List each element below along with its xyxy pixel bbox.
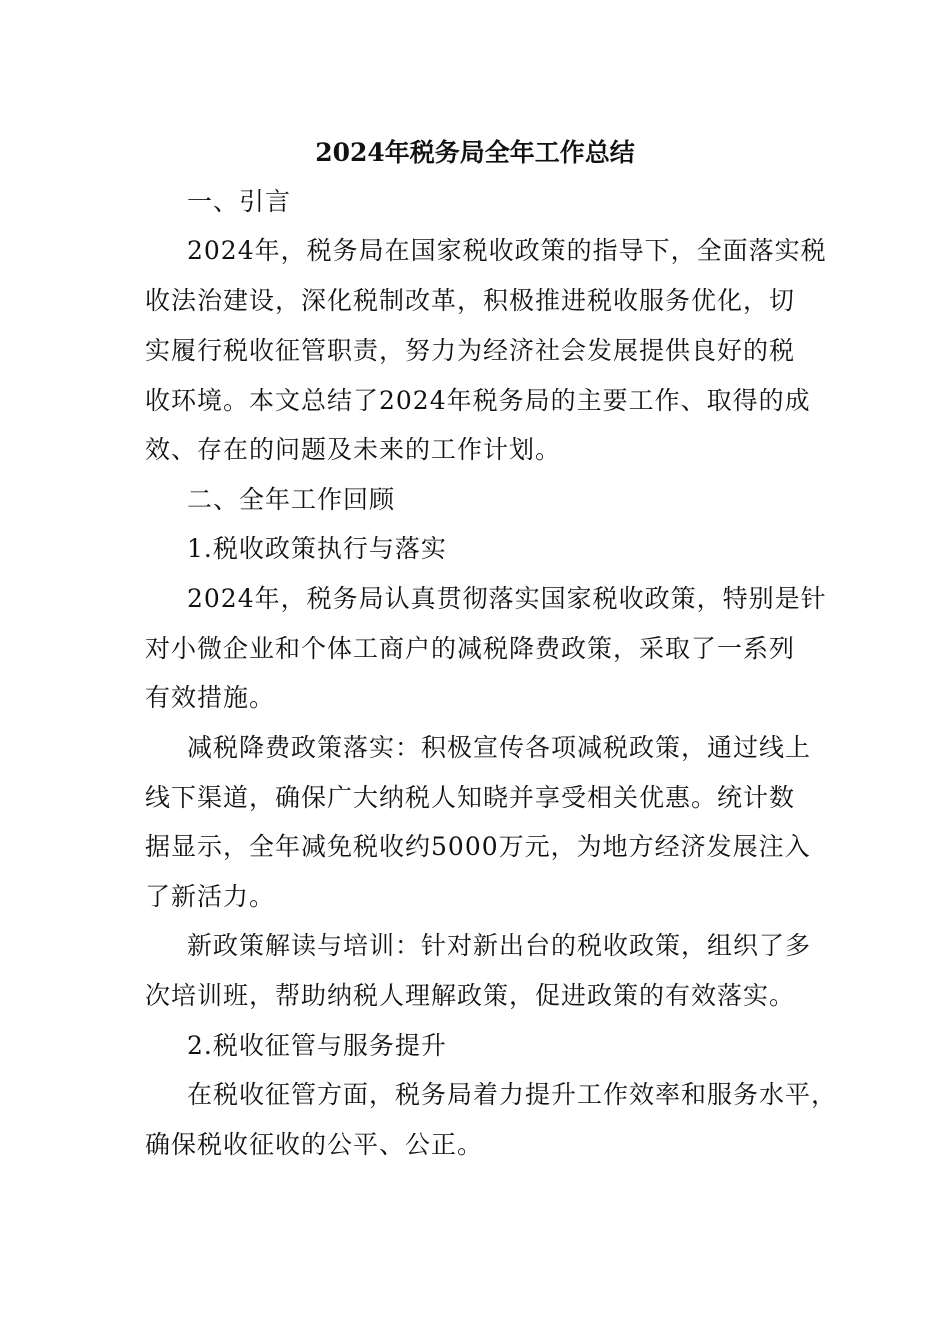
paragraph-line: 有效措施。 (145, 683, 276, 712)
paragraph-line: 线下渠道，确保广大纳税人知晓并享受相关优惠。统计数 (145, 783, 796, 812)
paragraph-line: 减税降费政策落实：积极宣传各项减税政策，通过线上 (187, 733, 812, 762)
paragraph-line: 次培训班，帮助纳税人理解政策，促进政策的有效落实。 (145, 981, 796, 1010)
paragraph-line: 在税收征管方面，税务局着力提升工作效率和服务水平， (187, 1080, 838, 1109)
paragraph-line: 实履行税收征管职责，努力为经济社会发展提供良好的税 (145, 336, 796, 365)
paragraph-line: 新政策解读与培训：针对新出台的税收政策，组织了多 (187, 931, 812, 960)
paragraph-line: 确保税收征收的公平、公正。 (145, 1130, 484, 1159)
paragraph-line: 了新活力。 (145, 882, 276, 911)
paragraph-line: 对小微企业和个体工商户的减税降费政策，采取了一系列 (145, 634, 796, 663)
subheading-tax-policy: 1.税收政策执行与落实 (187, 534, 447, 563)
paragraph-line: 效、存在的问题及未来的工作计划。 (145, 435, 562, 464)
paragraph-line: 2024年，税务局在国家税收政策的指导下，全面落实税 (187, 236, 827, 265)
heading-annual-review: 二、全年工作回顾 (187, 485, 396, 514)
paragraph-line: 收环境。本文总结了2024年税务局的主要工作、取得的成 (145, 386, 811, 415)
document-title: 2024年税务局全年工作总结 (315, 138, 635, 167)
paragraph-line: 收法治建设，深化税制改革，积极推进税收服务优化，切 (145, 286, 796, 315)
paragraph-line: 据显示，全年减免税收约5000万元，为地方经济发展注入 (145, 832, 811, 861)
subheading-tax-administration: 2.税收征管与服务提升 (187, 1031, 447, 1060)
heading-introduction: 一、引言 (187, 187, 292, 216)
paragraph-line: 2024年，税务局认真贯彻落实国家税收政策，特别是针 (187, 584, 827, 613)
